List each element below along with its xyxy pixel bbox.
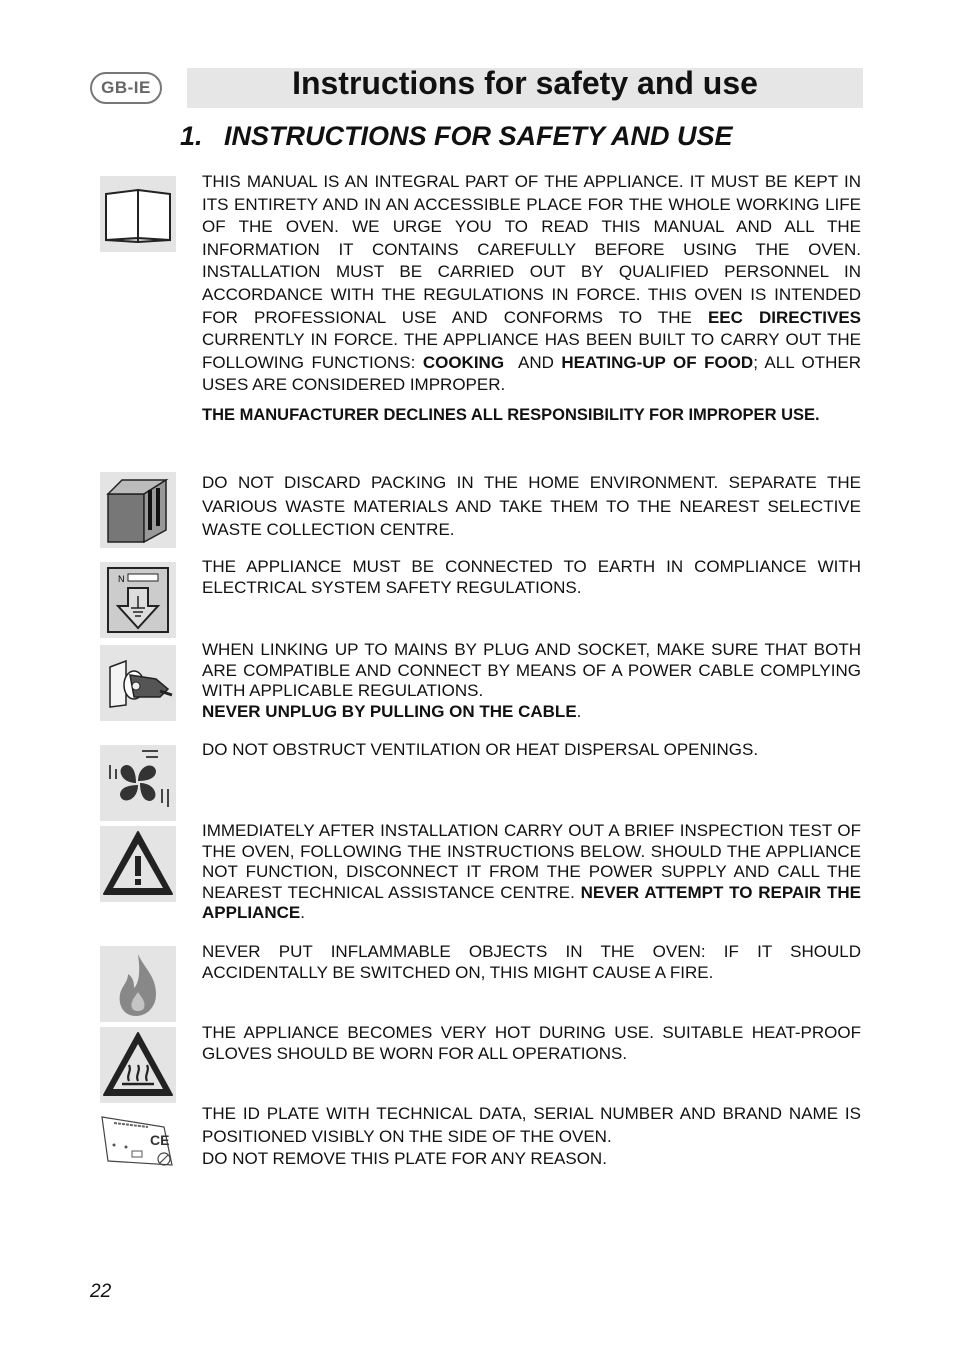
intro-text-2: CURRENTLY IN FORCE. THE APPLIANCE HAS BEEN BUILT TO CARRY OUT THE FOLLOWING FUNCTIONS: — [202, 330, 861, 372]
mains-warning-bold: NEVER UNPLUG BY PULLING ON THE CABLE — [202, 701, 577, 721]
inspection-text: IMMEDIATELY AFTER INSTALLATION CARRY OUT A BRIEF INSPECTION TEST OF THE OVEN, FOLLOWING THE INSTRUCTIONS BELOW. SHOULD THE APPLIANCE NOT FUNCTION, DISCONNECT IT FROM THE POWER SUPPLY AND CALL THE NEAREST TECHNICAL ASSISTANCE CENTRE. — [202, 821, 861, 902]
hot-text: THE APPLIANCE BECOMES VERY HOT DURING USE. SUITABLE HEAT-PROOF GLOVES SHOULD BE WORN FOR ALL OPERATIONS. — [202, 1023, 861, 1063]
earth-plate-label: N — [118, 574, 125, 584]
idplate-warning: DO NOT REMOVE THIS PLATE FOR ANY REASON. — [202, 1149, 607, 1169]
hot-surface-icon — [100, 1027, 176, 1103]
section-heading — [180, 118, 733, 154]
inspection-warning-bold: NEVER ATTEMPT TO REPAIR THE APPLIANCE — [202, 882, 861, 922]
mains-text: WHEN LINKING UP TO MAINS BY PLUG AND SOCKET, MAKE SURE THAT BOTH ARE COMPATIBLE AND CONNECT BY MEANS OF A POWER CABLE COMPLYING WITH APPLICABLE REGULATIONS. — [202, 640, 861, 700]
inspection-end: . — [300, 903, 305, 922]
ventilation-text: DO NOT OBSTRUCT VENTILATION OR HEAT DISPERSAL OPENINGS. — [202, 740, 759, 759]
responsibility-note: THE MANUFACTURER DECLINES ALL RESPONSIBILITY FOR IMPROPER USE. — [202, 405, 820, 424]
section-title: INSTRUCTIONS FOR SAFETY AND USE — [224, 121, 733, 151]
packing-text: DO NOT DISCARD PACKING IN THE HOME ENVIRONMENT. SEPARATE THE VARIOUS WASTE MATERIALS AND TAKE THEM TO THE NEAREST SELECTIVE WASTE COLLECTION CENTRE. — [202, 473, 861, 539]
flammable-text: NEVER PUT INFLAMMABLE OBJECTS IN THE OVEN: IF IT SHOULD ACCIDENTALLY BE SWITCHED ON, THIS MIGHT CAUSE A FIRE. — [202, 942, 861, 982]
ventilation-fan-icon — [100, 745, 176, 821]
intro-bold-heating: HEATING-UP OF FOOD — [561, 352, 754, 372]
id-plate-icon — [100, 1107, 176, 1183]
idplate-block — [202, 1103, 861, 1171]
ce-mark: CE — [150, 1132, 170, 1148]
inspection-block — [202, 821, 861, 924]
earth-ground-icon — [100, 562, 176, 638]
intro-paragraph — [202, 171, 861, 397]
intro-bold-cooking: COOKING — [422, 352, 505, 372]
section-number: 1. — [180, 121, 203, 151]
warning-triangle-icon — [100, 826, 176, 902]
inspection-paragraph — [202, 821, 861, 924]
earth-text: THE APPLIANCE MUST BE CONNECTED TO EARTH IN COMPLIANCE WITH ELECTRICAL SYSTEM SAFETY REGULATIONS. — [202, 557, 861, 597]
page-title: Instructions for safety and use — [292, 65, 758, 101]
intro-bold-eec: EEC DIRECTIVES — [707, 307, 862, 327]
plug-socket-icon — [100, 645, 176, 721]
language-badge: GB-IE — [90, 72, 162, 104]
mains-warning-end: . — [576, 701, 582, 721]
page-number: 22 — [90, 1281, 112, 1302]
intro-block — [202, 171, 861, 427]
mains-block — [202, 640, 861, 722]
intro-text-1: THIS MANUAL IS AN INTEGRAL PART OF THE APPLIANCE. IT MUST BE KEPT IN ITS ENTIRETY AND IN AN ACCESSIBLE PLACE FOR THE WHOLE WORKING LIFE OF THE OVEN. WE URGE YOU TO READ THIS MANUAL AND ALL THE INFORMATION IT CONTAINS CAREFULLY BEFORE USING THE OVEN. INSTALLATION MUST BE CARRIED OUT BY QUALIFIED PERSONNEL IN ACCORDANCE WITH THE REGULATIONS IN FORCE. THIS OVEN IS INTENDED FOR PROFESSIONAL USE AND CONFORMS TO THE — [202, 172, 861, 327]
packing-box-icon — [100, 472, 176, 548]
idplate-text: THE ID PLATE WITH TECHNICAL DATA, SERIAL NUMBER AND BRAND NAME IS POSITIONED VISIBLY ON THE SIDE OF THE OVEN. — [202, 1104, 861, 1146]
intro-text-4: ; ALL OTHER USES ARE CONSIDERED IMPROPER. — [202, 352, 861, 395]
flame-icon — [100, 946, 176, 1022]
manual-book-icon — [100, 176, 176, 252]
mains-warning — [202, 702, 861, 723]
intro-text-3: AND — [504, 352, 562, 372]
